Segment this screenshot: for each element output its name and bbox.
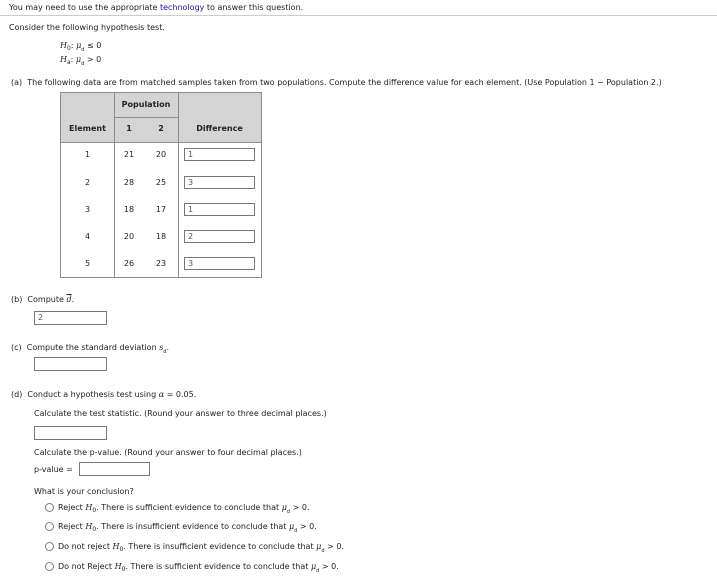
- pop2-cell: 17: [155, 205, 167, 214]
- pop1-cell: 28: [123, 178, 135, 187]
- pop1-cell: 26: [123, 259, 135, 268]
- population-header: Population: [121, 100, 171, 109]
- element-cell: 1: [84, 150, 91, 159]
- pop2-cell: 20: [155, 150, 167, 159]
- grid-line: [114, 93, 115, 277]
- divider: [0, 15, 717, 16]
- conclusion-prompt: What is your conclusion?: [34, 487, 134, 496]
- part-a-text: The following data are from matched samples taken from two populations. Compute the difference value for each element. (Use Population 1 − Population 2.): [27, 78, 662, 87]
- difference-header-bg: [178, 93, 261, 142]
- test-statistic-input[interactable]: [34, 426, 107, 440]
- pvalue-label: p-value =: [34, 465, 73, 474]
- part-b-prompt: (b) Compute $\overline{d}$.: [11, 295, 75, 304]
- matched-samples-table: [60, 92, 262, 278]
- option-2-radio[interactable]: [45, 522, 54, 531]
- null-hypothesis: $H_0$: $\mu_d \le 0$: [60, 41, 102, 53]
- pop1-cell: 18: [123, 205, 135, 214]
- difference-input-3[interactable]: 1: [184, 203, 255, 216]
- option-1-radio[interactable]: [45, 503, 54, 512]
- difference-header: Difference: [196, 124, 243, 133]
- option-3-radio[interactable]: [45, 542, 54, 551]
- part-d-prompt: (d) Conduct a hypothesis test using α = 0.05.: [11, 390, 197, 399]
- pop2-cell: 18: [155, 232, 167, 241]
- grid-line: [114, 117, 178, 118]
- difference-input-2[interactable]: 3: [184, 176, 255, 189]
- test-statistic-prompt: Calculate the test statistic. (Round your answer to three decimal places.): [34, 409, 327, 418]
- option-1-label[interactable]: Reject $H_0$. There is sufficient evidence to conclude that $\mu_d > 0$.: [58, 503, 310, 515]
- element-cell: 2: [84, 178, 91, 187]
- pop2-cell: 23: [155, 259, 167, 268]
- sd-symbol: s: [159, 343, 164, 352]
- pop1-cell: 20: [123, 232, 135, 241]
- technology-link[interactable]: technology: [159, 3, 205, 12]
- difference-input-1[interactable]: 1: [184, 148, 255, 161]
- grid-line: [61, 142, 261, 143]
- alternative-hypothesis: $H_a$: $\mu_d > 0$: [60, 55, 102, 67]
- option-2-label[interactable]: Reject $H_0$. There is insufficient evidence to conclude that $\mu_d > 0$.: [58, 522, 317, 534]
- pop1-cell: 21: [123, 150, 135, 159]
- option-3-label[interactable]: Do not reject $H_0$. There is insufficient evidence to conclude that $\mu_d > 0$.: [58, 542, 344, 554]
- element-cell: 4: [84, 232, 91, 241]
- consider-text: Consider the following hypothesis test.: [9, 23, 165, 32]
- d-bar-symbol: $\overline{d}$: [66, 295, 72, 304]
- part-c-prompt: (c) Compute the standard deviation $s_d$.: [11, 343, 170, 355]
- pvalue-prompt: Calculate the p-value. (Round your answer to four decimal places.): [34, 448, 302, 457]
- pvalue-input[interactable]: [79, 462, 150, 476]
- part-a-label: (a): [11, 78, 23, 87]
- element-cell: 3: [84, 205, 91, 214]
- grid-line: [178, 93, 179, 277]
- element-header: Element: [69, 124, 106, 133]
- element-cell: 5: [84, 259, 91, 268]
- element-header-bg: [61, 93, 114, 142]
- intro-prefix: You may need to use the appropriate: [9, 3, 158, 12]
- d-bar-input[interactable]: 2: [34, 311, 107, 325]
- option-4-radio[interactable]: [45, 562, 54, 571]
- alpha-symbol: α: [158, 390, 165, 399]
- intro-text: [9, 3, 303, 12]
- pop1-header: 1: [126, 124, 132, 133]
- intro-suffix: to answer this question.: [206, 3, 304, 12]
- difference-input-4[interactable]: 2: [184, 230, 255, 243]
- sd-input[interactable]: [34, 357, 107, 371]
- pop2-header: 2: [158, 124, 164, 133]
- option-4-label[interactable]: Do not Reject $H_0$. There is sufficient evidence to conclude that $\mu_d > 0$.: [58, 562, 339, 574]
- part-a-prompt: [11, 78, 662, 87]
- pop2-cell: 25: [155, 178, 167, 187]
- difference-input-5[interactable]: 3: [184, 257, 255, 270]
